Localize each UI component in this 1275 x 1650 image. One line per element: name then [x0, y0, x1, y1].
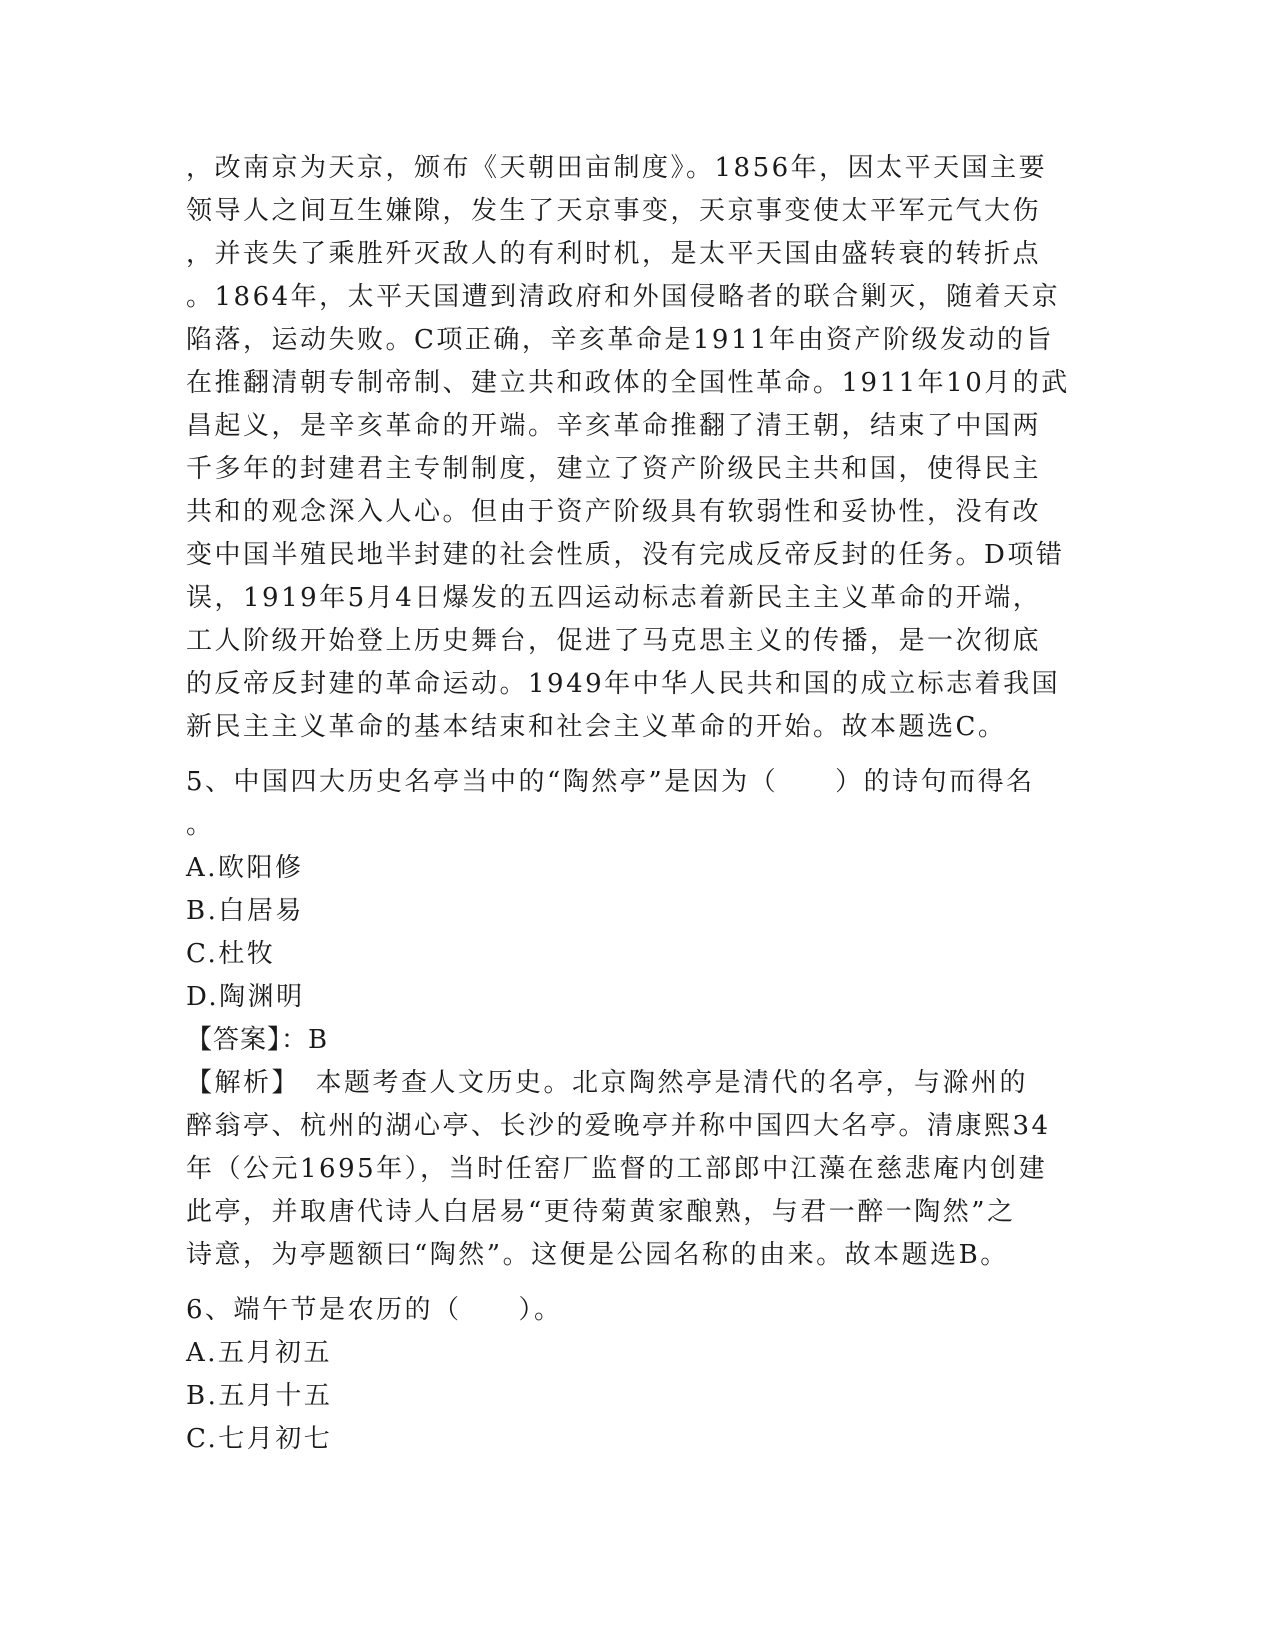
analysis-line: 年（公元1695年），当时任窑厂监督的工部郎中江藻在慈悲庵内创建 — [186, 1154, 1048, 1184]
option-b: B.白居易 — [186, 896, 304, 926]
text-line: 工人阶级开始登上历史舞台，促进了马克思主义的传播，是一次彻底 — [186, 626, 1042, 656]
option-c: C.杜牧 — [186, 939, 276, 969]
text-line: 新民主主义革命的基本结束和社会主义革命的开始。故本题选C。 — [186, 712, 1007, 742]
question-stem: 6、端午节是农历的（ ）。 — [186, 1295, 563, 1325]
spacer — [186, 749, 1086, 761]
option-a: A.欧阳修 — [186, 853, 304, 883]
question-5 — [186, 761, 1086, 1277]
analysis-line: 诗意，为亭题额曰“陶然”。这便是公园名称的由来。故本题选B。 — [186, 1240, 1009, 1270]
text-line: ，改南京为天京，颁布《天朝田亩制度》。1856年，因太平天国主要 — [186, 153, 1048, 183]
spacer — [186, 1277, 1086, 1289]
page-content — [186, 147, 1086, 1461]
answer-line: 【答案】：B — [186, 1025, 329, 1055]
text-line: 变中国半殖民地半封建的社会性质，没有完成反帝反封的任务。D项错 — [186, 540, 1065, 570]
text-line: 陷落，运动失败。C项正确，辛亥革命是1911年由资产阶级发动的旨 — [186, 325, 1055, 355]
option-c: C.七月初七 — [186, 1424, 333, 1454]
text-line: 的反帝反封建的革命运动。1949年中华人民共和国的成立标志着我国 — [186, 669, 1061, 699]
option-a: A.五月初五 — [186, 1338, 333, 1368]
option-d: D.陶渊明 — [186, 982, 305, 1012]
text-line: 领导人之间互生嫌隙，发生了天京事变，天京事变使太平军元气大伤 — [186, 196, 1042, 226]
text-line: 在推翻清朝专制帝制、建立共和政体的全国性革命。1911年10月的武 — [186, 368, 1070, 398]
text-line: 误，1919年5月4日爆发的五四运动标志着新民主主义革命的开端， — [186, 583, 1042, 613]
question-stem: 5、中国四大历史名亭当中的“陶然亭”是因为（ ）的诗句而得名 — [186, 767, 1035, 797]
analysis-line: 【解析】 本题考查人文历史。北京陶然亭是清代的名亭，与滁州的 — [186, 1068, 1029, 1098]
question-6 — [186, 1289, 1086, 1461]
text-line: 。1864年，太平天国遭到清政府和外国侵略者的联合剿灭，随着天京 — [186, 282, 1061, 312]
analysis-line: 此亭，并取唐代诗人白居易“更待菊黄家酿熟，与君一醉一陶然”之 — [186, 1197, 1016, 1227]
text-line: 昌起义，是辛亥革命的开端。辛亥革命推翻了清王朝，结束了中国两 — [186, 411, 1042, 441]
analysis-line: 醉翁亭、杭州的湖心亭、长沙的爱晚亭并称中国四大名亭。清康熙34 — [186, 1111, 1051, 1141]
previous-explanation — [186, 147, 1086, 749]
text-line: ，并丧失了乘胜歼灭敌人的有利时机，是太平天国由盛转衰的转折点 — [186, 239, 1042, 269]
option-b: B.五月十五 — [186, 1381, 333, 1411]
text-line: 共和的观念深入人心。但由于资产阶级具有软弱性和妥协性，没有改 — [186, 497, 1042, 527]
text-line: 千多年的封建君主专制制度，建立了资产阶级民主共和国，使得民主 — [186, 454, 1042, 484]
question-stem: 。 — [186, 810, 215, 840]
